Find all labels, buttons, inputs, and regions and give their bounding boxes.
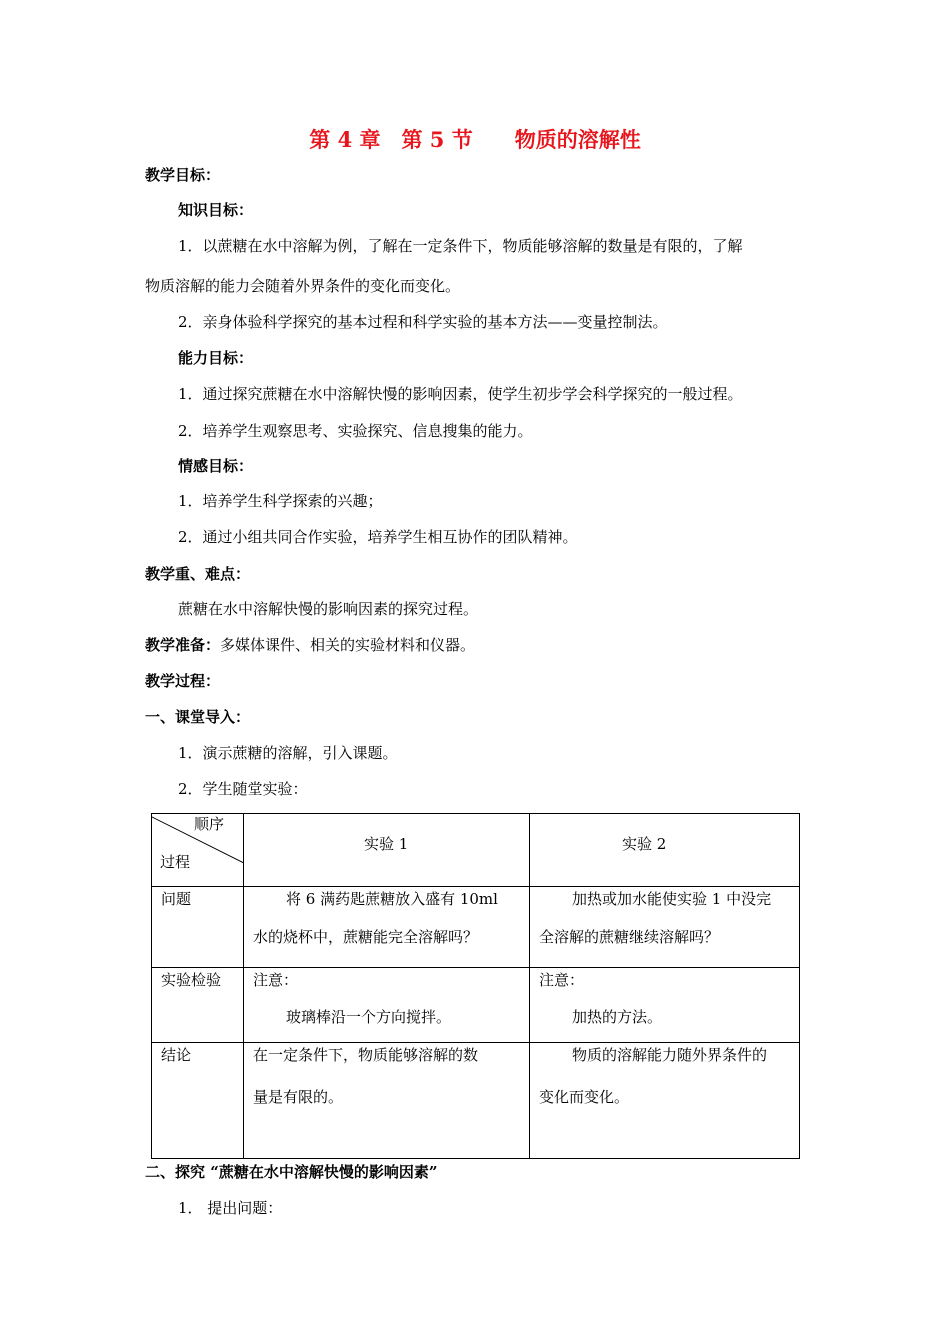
- knowledge-item-1: 1．以蔗糖在水中溶解为例，了解在一定条件下，物质能够溶解的数量是有限的，了解: [178, 237, 743, 255]
- question-exp1: 将 6 满药匙蔗糖放入盛有 10ml 水的烧杯中，蔗糖能完全溶解吗？: [244, 887, 530, 968]
- process-heading: 教学过程：: [145, 672, 221, 690]
- explore-item-1: 1． 提出问题：: [178, 1199, 283, 1217]
- row-label-conclusion: 结论: [152, 1043, 244, 1159]
- page-title: 第 4 章 第 5 节 物质的溶解性: [309, 127, 641, 152]
- knowledge-item-2: 2．亲身体验科学探究的基本过程和科学实验的基本方法——变量控制法。: [178, 313, 668, 331]
- intro-heading: 一、课堂导入：: [145, 708, 251, 726]
- table-corner-cell: [152, 814, 244, 887]
- check-exp1: 注意： 玻璃棒沿一个方向搅拌。: [244, 968, 530, 1043]
- ability-item-2: 2．培养学生观察思考、实验探究、信息搜集的能力。: [178, 422, 533, 440]
- preparation-line: [145, 635, 475, 655]
- row-label-question: 问题: [152, 887, 244, 968]
- objectives-heading: 教学目标：: [145, 166, 221, 184]
- ability-heading: 能力目标：: [178, 349, 254, 367]
- intro-item-1: 1．演示蔗糖的溶解，引入课题。: [178, 744, 398, 762]
- key-points-heading: 教学重、难点：: [145, 565, 251, 583]
- ability-item-1: 1．通过探究蔗糖在水中溶解快慢的影响因素，使学生初步学会科学探究的一般过程。: [178, 385, 743, 403]
- preparation-label: 教学准备：: [145, 636, 221, 654]
- corner-label-order: 顺序: [194, 815, 225, 833]
- explore-heading: 二、探究 “蔗糖在水中溶解快慢的影响因素”: [145, 1163, 438, 1181]
- emotion-item-1: 1．培养学生科学探索的兴趣；: [178, 492, 383, 510]
- knowledge-item-1-cont: 物质溶解的能力会随着外界条件的变化而变化。: [145, 277, 461, 295]
- column-header-exp2: 实验 2: [530, 814, 800, 887]
- key-points-text: 蔗糖在水中溶解快慢的影响因素的探究过程。: [178, 600, 479, 618]
- conclusion-exp2: 物质的溶解能力随外界条件的 变化而变化。: [530, 1043, 800, 1159]
- emotion-heading: 情感目标：: [178, 457, 254, 475]
- question-exp2: 加热或加水能使实验 1 中没完 全溶解的蔗糖继续溶解吗？: [530, 887, 800, 968]
- preparation-text: 多媒体课件、相关的实验材料和仪器。: [220, 636, 476, 654]
- check-exp2: 注意： 加热的方法。: [530, 968, 800, 1043]
- row-label-check: 实验检验: [152, 968, 244, 1043]
- conclusion-exp1: 在一定条件下，物质能够溶解的数 量是有限的。: [244, 1043, 530, 1159]
- corner-label-process: 过程: [160, 853, 191, 871]
- experiment-table: [151, 813, 800, 1159]
- emotion-item-2: 2．通过小组共同合作实验，培养学生相互协作的团队精神。: [178, 528, 578, 546]
- intro-item-2: 2．学生随堂实验：: [178, 780, 308, 798]
- column-header-exp1: 实验 1: [244, 814, 530, 887]
- knowledge-heading: 知识目标：: [178, 201, 254, 219]
